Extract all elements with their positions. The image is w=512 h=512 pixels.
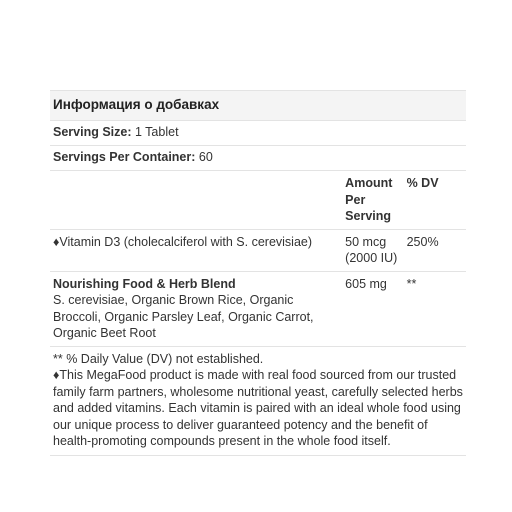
footnotes xyxy=(50,347,466,456)
blend-dv: ** xyxy=(406,276,417,291)
servings-per-container-row xyxy=(50,146,466,171)
nutrient-amount-line2: (2000 IU) xyxy=(345,251,398,265)
nutrient-row xyxy=(50,230,466,272)
blend-amount: 605 mg xyxy=(345,276,387,291)
header-dv-cell: % DV xyxy=(406,176,439,190)
footnote-dv: ** % Daily Value (DV) not established. xyxy=(53,351,264,366)
blend-row xyxy=(50,272,466,347)
footnote-product: ♦This MegaFood product is made with real food sourced from our trusted family farm partners, wholesome nutritional yeast, carefully selected herbs and added vitamins. Each vitamin is paired with an ideal whole food using our unique process to deliver guaranteed potency and the benefit of health-promoting compounds present in the whole food itself. xyxy=(53,368,463,448)
column-header-row xyxy=(50,171,466,230)
servings-per-container-label: Servings Per Container: xyxy=(53,150,196,164)
nutrient-amount xyxy=(345,230,404,271)
blend-name: Nourishing Food & Herb Blend xyxy=(53,276,236,291)
nutrient-name: ♦Vitamin D3 (cholecalciferol with S. cerevisiae) xyxy=(53,234,313,249)
header-amount-line1: Amount xyxy=(345,176,393,190)
panel-title: Информация о добавках xyxy=(50,91,466,121)
header-amount-line3: Serving xyxy=(345,209,392,223)
blend-ingredients: S. cerevisiae, Organic Brown Rice, Organic Broccoli, Organic Parsley Leaf, Organic Carrot, Organic Beet Root xyxy=(53,293,314,340)
servings-per-container-value: 60 xyxy=(198,150,213,164)
header-amount-cell xyxy=(345,171,404,229)
serving-size-label: Serving Size: xyxy=(53,125,132,139)
serving-size-value: 1 Tablet xyxy=(134,125,179,139)
blend-cell xyxy=(50,272,345,346)
supplement-facts-panel xyxy=(50,90,466,456)
serving-size-row xyxy=(50,121,466,146)
header-amount-line2: Per xyxy=(345,192,366,207)
nutrient-dv: 250% xyxy=(406,234,439,249)
nutrient-amount-line1: 50 mcg xyxy=(345,234,387,249)
header-name-cell xyxy=(50,171,345,229)
